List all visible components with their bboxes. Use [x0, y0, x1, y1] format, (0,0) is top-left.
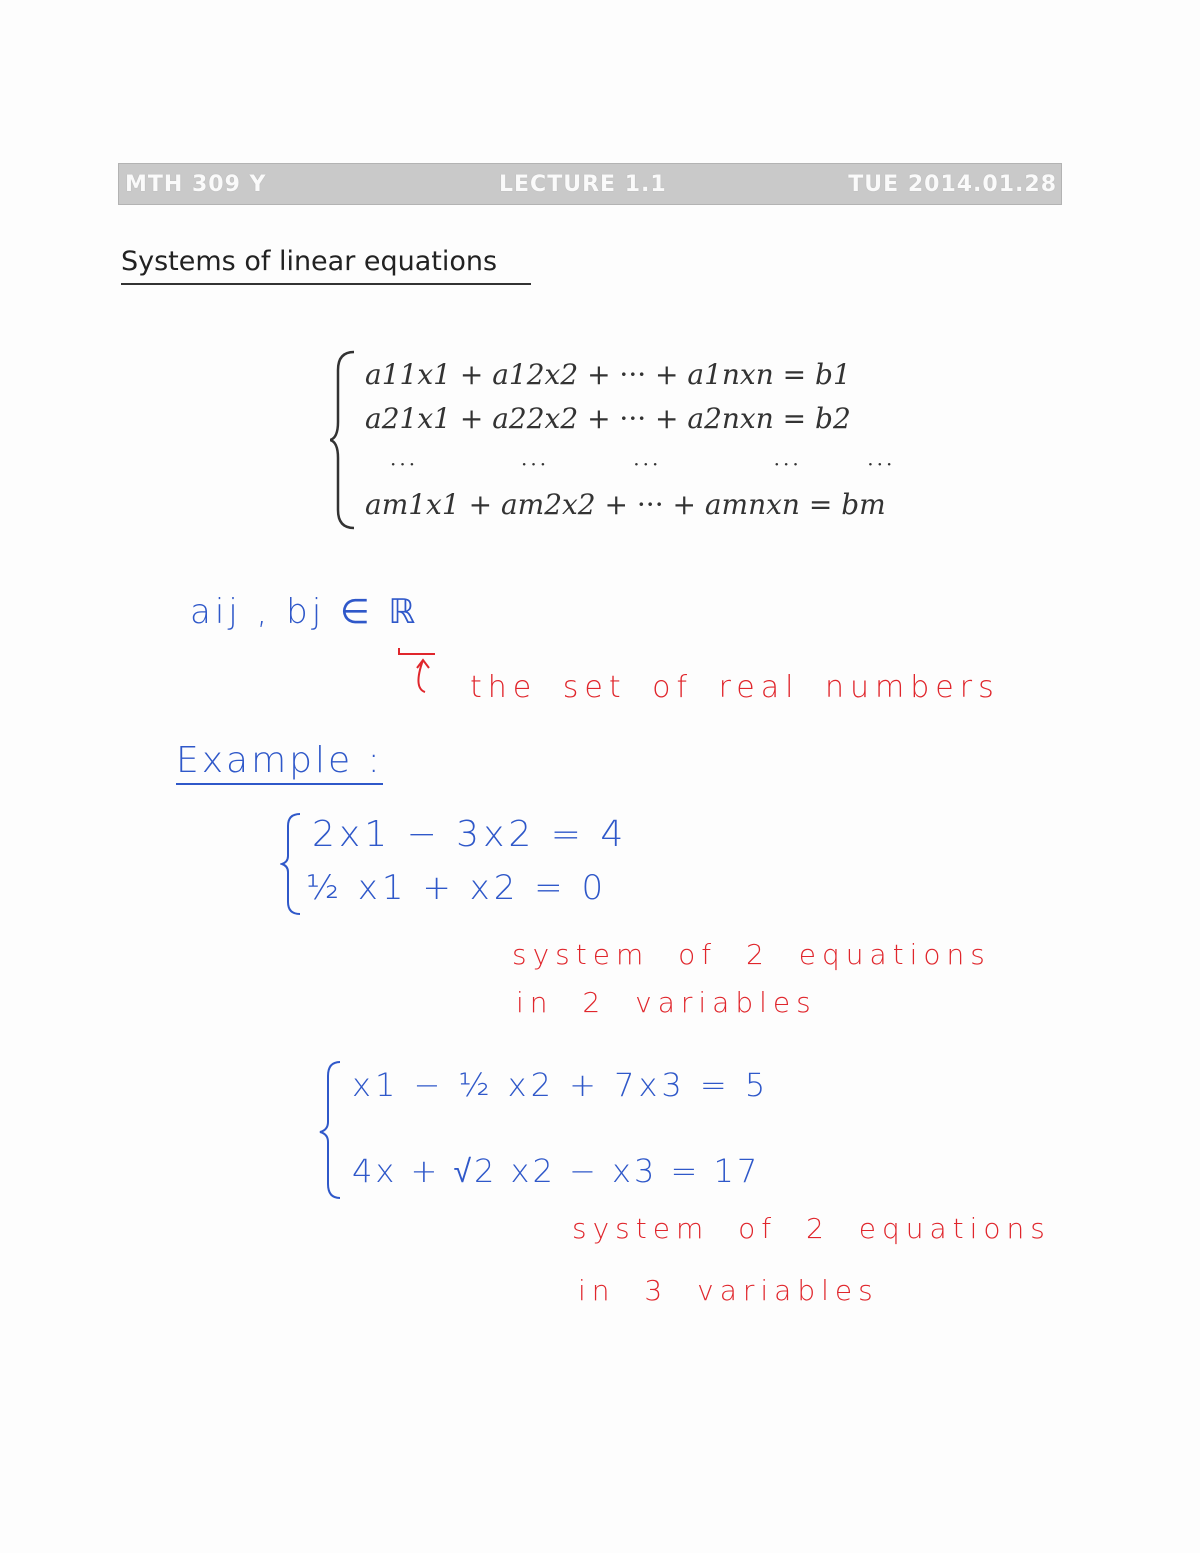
row2-term-n: a2nxn [687, 402, 774, 435]
system-row-1: a11x1 + a12x2 + ··· + a1nxn = b1 [365, 358, 851, 391]
real-numbers-note: the set of real numbers [470, 670, 1000, 705]
row2-rhs: b2 [815, 402, 851, 435]
system-row-2: a21x1 + a22x2 + ··· + a2nxn = b2 [365, 402, 851, 435]
row1-rhs: b1 [815, 358, 851, 391]
system-brace [330, 350, 360, 530]
rowm-term2: am2x2 [500, 488, 596, 521]
rowm-rhs: bm [841, 488, 886, 521]
system2-brace [318, 1060, 344, 1200]
system2-caption-line1: system of 2 equations [572, 1212, 1051, 1245]
system2-equation-2: 4x + √2 x2 − x3 = 17 [352, 1152, 761, 1190]
lecture-date: TUE 2014.01.28 [848, 172, 1057, 197]
system1-equation-1: 2x1 − 3x2 = 4 [312, 814, 628, 855]
row2-term2: a22x2 [492, 402, 579, 435]
arrow-up-icon [395, 640, 445, 700]
system2-equation-1: x1 − ½ x2 + 7x3 = 5 [352, 1066, 770, 1104]
row1-term2: a12x2 [492, 358, 579, 391]
system1-caption-line1: system of 2 equations [512, 938, 991, 971]
rowm-term-n: amnxn [704, 488, 800, 521]
rowm-term1: am1x1 [365, 488, 460, 521]
vertical-dots-row: ··· ··· ··· ··· ··· [390, 452, 896, 476]
header-bar [118, 163, 1062, 205]
example-heading: Example : [176, 740, 383, 785]
row1-term1: a11x1 [365, 358, 451, 391]
lecture-number: LECTURE 1.1 [499, 172, 667, 197]
row2-term1: a21x1 [365, 402, 451, 435]
system1-caption-line2: in 2 variables [516, 986, 817, 1019]
system2-caption-line2: in 3 variables [578, 1274, 879, 1307]
system1-equation-2: ½ x1 + x2 = 0 [306, 868, 608, 908]
row1-term-n: a1nxn [687, 358, 774, 391]
page-title: Systems of linear equations [121, 246, 531, 285]
course-code: MTH 309 Y [125, 172, 267, 197]
system-row-m: am1x1 + am2x2 + ··· + amnxn = bm [365, 488, 886, 521]
system1-brace [280, 812, 304, 916]
membership-note: aij , bj ∈ ℝ [190, 592, 420, 632]
